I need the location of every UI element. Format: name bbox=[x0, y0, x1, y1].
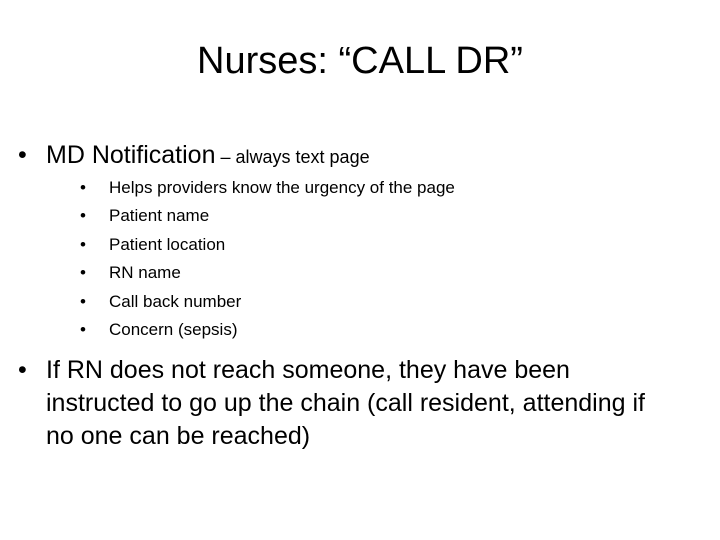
bullet-marker: • bbox=[80, 206, 86, 226]
bullet-marker: • bbox=[80, 178, 86, 197]
bullet-text bbox=[18, 139, 708, 174]
list-item-text: Call back number bbox=[109, 291, 242, 311]
list-item bbox=[80, 174, 680, 202]
sub-bullet-list bbox=[80, 174, 680, 344]
list-item bbox=[80, 231, 680, 259]
list-item-text: Patient location bbox=[109, 234, 226, 254]
list-item bbox=[80, 288, 680, 316]
list-item-text: Helps providers know the urgency of the page bbox=[109, 178, 455, 197]
bullet-marker: • bbox=[18, 141, 27, 169]
bullet-text: If RN does not reach someone, they have been instructed to go up the chain (call resident, attending if no one can be reached) bbox=[46, 356, 645, 450]
slide-title: Nurses: “CALL DR” bbox=[197, 40, 523, 82]
list-item bbox=[80, 316, 680, 344]
bullet-marker: • bbox=[80, 291, 86, 311]
bullet-main-text: MD Notification bbox=[46, 141, 216, 169]
list-item-text: Concern (sepsis) bbox=[109, 320, 238, 340]
list-item bbox=[80, 202, 680, 230]
bullet-rn-escalation bbox=[18, 354, 678, 453]
list-item bbox=[80, 259, 680, 287]
bullet-marker: • bbox=[80, 320, 86, 340]
bullet-md-notification bbox=[18, 139, 708, 174]
bullet-suffix-text: – always text page bbox=[215, 147, 370, 167]
list-item-text: RN name bbox=[109, 263, 181, 283]
bullet-marker: • bbox=[18, 356, 27, 384]
bullet-marker: • bbox=[80, 263, 86, 283]
bullet-marker: • bbox=[80, 234, 86, 254]
list-item-text: Patient name bbox=[109, 206, 210, 226]
